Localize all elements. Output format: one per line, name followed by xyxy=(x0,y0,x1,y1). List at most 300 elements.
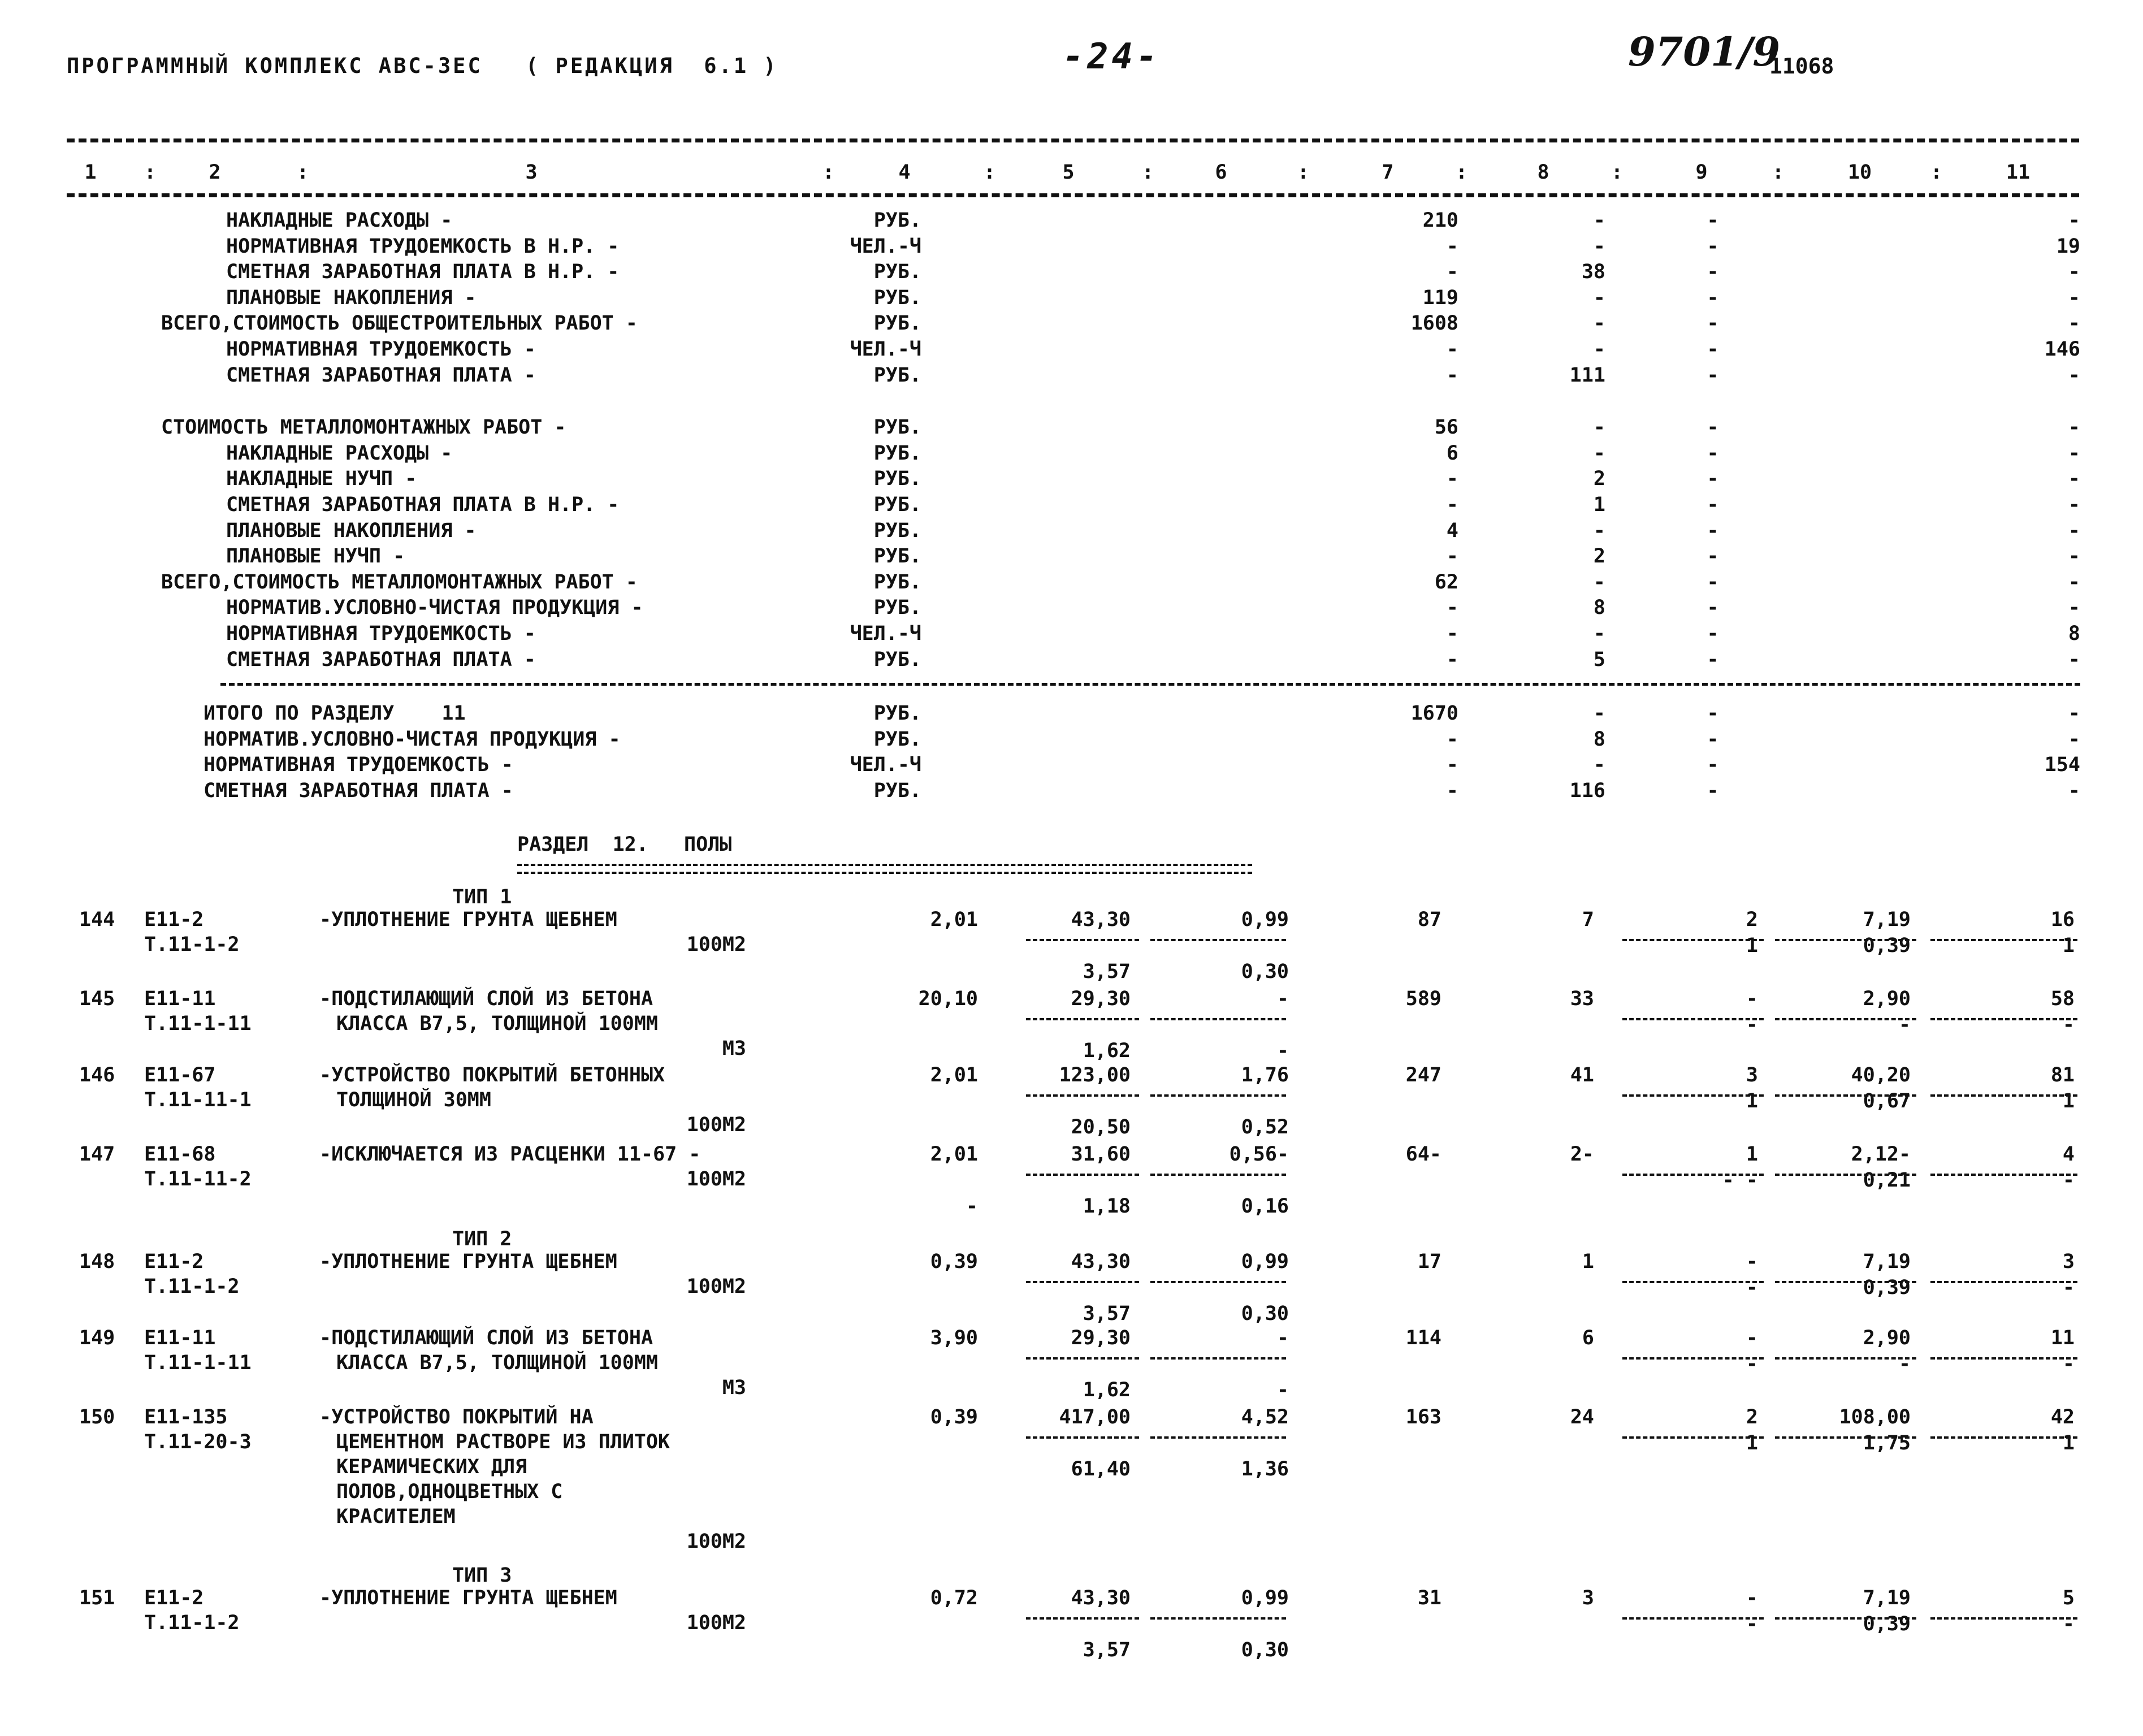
item-col10-b: 0,67 xyxy=(1863,1090,1911,1112)
item-col5-b: 3,57 xyxy=(1083,1302,1131,1325)
item-col6-b: - xyxy=(1276,1379,1289,1401)
section-title: РАЗДЕЛ 12. ПОЛЫ xyxy=(517,833,732,856)
item-col7: 87 xyxy=(1417,908,1441,931)
summary-col8: - xyxy=(1593,286,1605,309)
item-dash-rule xyxy=(1150,1281,1286,1283)
item-description: -УПЛОТНЕНИЕ ГРУНТА ЩЕБНЕМ xyxy=(319,1250,617,1273)
item-col6-b: 0,16 xyxy=(1241,1195,1289,1218)
item-dash-rule xyxy=(1150,1018,1286,1020)
item-number: 149 xyxy=(79,1327,115,1349)
item-col10: 7,19 xyxy=(1863,1587,1911,1609)
summary-separator xyxy=(220,683,2080,686)
summary-col9: - xyxy=(1707,441,1719,465)
summary-label: СМЕТНАЯ ЗАРАБОТНАЯ ПЛАТА - xyxy=(226,363,536,387)
summary-label: ИТОГО ПО РАЗДЕЛУ 11 xyxy=(204,702,466,725)
item-unit: М3 xyxy=(722,1376,746,1399)
item-col7: 589 xyxy=(1405,988,1441,1010)
document-subnumber: 11068 xyxy=(1769,54,1834,79)
item-col5-b: 3,57 xyxy=(1083,1639,1131,1661)
summary-col8: - xyxy=(1593,235,1605,258)
item-col9: 2 xyxy=(1746,908,1758,931)
item-col9-b: - xyxy=(1746,1014,1758,1036)
item-code: Е11-2 xyxy=(144,1250,204,1273)
item-col11: 5 xyxy=(2062,1587,2075,1609)
summary-col7: - xyxy=(1446,338,1458,361)
item-col6-b: 1,36 xyxy=(1241,1458,1289,1480)
item-unit: 100М2 xyxy=(686,1612,746,1634)
item-col11: 3 xyxy=(2062,1250,2075,1273)
column-header-10: 10 xyxy=(1847,161,1872,184)
summary-col9: - xyxy=(1707,338,1719,361)
summary-col8: 38 xyxy=(1581,261,1605,284)
item-dash-rule xyxy=(1026,1436,1139,1439)
summary-col11: - xyxy=(2068,545,2080,568)
summary-unit: РУБ. xyxy=(873,312,921,335)
item-dash-rule xyxy=(1150,1617,1286,1620)
column-separator: : xyxy=(297,161,309,184)
summary-unit: РУБ. xyxy=(873,570,921,594)
summary-col7: 6 xyxy=(1446,441,1458,465)
column-separator: : xyxy=(984,161,996,184)
item-description: ПОЛОВ,ОДНОЦВЕТНЫХ С xyxy=(336,1480,563,1503)
item-col11: 42 xyxy=(2050,1406,2075,1428)
summary-col8: - xyxy=(1593,209,1605,232)
document-number: 9701/9 xyxy=(1628,28,1781,75)
item-code: Е11-11 xyxy=(144,1327,216,1349)
item-col5-b: 20,50 xyxy=(1071,1116,1131,1138)
item-quantity: 2,01 xyxy=(930,1143,978,1166)
summary-label: ПЛАНОВЫЕ НАКОПЛЕНИЯ - xyxy=(226,519,477,542)
summary-unit: РУБ. xyxy=(873,416,921,439)
summary-col9: - xyxy=(1707,209,1719,232)
summary-label: ПЛАНОВЫЕ НАКОПЛЕНИЯ - xyxy=(226,286,477,309)
item-description: КЛАССА В7,5, ТОЛЩИНОЙ 100ММ xyxy=(336,1012,658,1035)
item-col5-b: 1,62 xyxy=(1083,1379,1131,1401)
item-dash-rule xyxy=(1150,1436,1286,1439)
summary-col9: - xyxy=(1707,779,1719,802)
summary-label: НОРМАТИВНАЯ ТРУДОЕМКОСТЬ В Н.Р. - xyxy=(226,235,620,258)
item-col10: 108,00 xyxy=(1839,1406,1911,1428)
column-header-8: 8 xyxy=(1537,161,1549,184)
summary-label: СМЕТНАЯ ЗАРАБОТНАЯ ПЛАТА - xyxy=(226,648,536,671)
item-dash-rule xyxy=(1026,1174,1139,1176)
item-col10: 40,20 xyxy=(1851,1064,1911,1086)
summary-col11: - xyxy=(2068,596,2080,620)
summary-unit: РУБ. xyxy=(873,261,921,284)
item-col11: 81 xyxy=(2050,1064,2075,1086)
summary-col7: 4 xyxy=(1446,519,1458,542)
item-dash-rule xyxy=(1026,1357,1139,1360)
summary-col7: - xyxy=(1446,728,1458,751)
item-col8: 33 xyxy=(1570,988,1594,1010)
item-col11-b: - xyxy=(2062,1169,2075,1192)
summary-col11: - xyxy=(2068,261,2080,284)
summary-col7: 119 xyxy=(1422,286,1458,309)
item-col5: 43,30 xyxy=(1071,908,1131,931)
summary-col11: 154 xyxy=(2044,754,2080,777)
item-dash-rule xyxy=(1150,1094,1286,1097)
item-col9-b: 1 xyxy=(1746,934,1758,957)
item-col11-b: - xyxy=(2062,1276,2075,1299)
item-col9-b: 1 xyxy=(1746,1090,1758,1112)
summary-col7: - xyxy=(1446,493,1458,516)
summary-col9: - xyxy=(1707,728,1719,751)
item-col5: 29,30 xyxy=(1071,988,1131,1010)
item-col7: 247 xyxy=(1405,1064,1441,1086)
item-description: -УСТРОЙСТВО ПОКРЫТИЙ НА xyxy=(319,1406,594,1428)
type-heading: ТИП 1 xyxy=(452,886,512,908)
item-col7: 17 xyxy=(1417,1250,1441,1273)
summary-col7: - xyxy=(1446,261,1458,284)
summary-label: НАКЛАДНЫЕ РАСХОДЫ - xyxy=(226,441,453,465)
column-header-4: 4 xyxy=(898,161,911,184)
item-col9: - xyxy=(1746,1327,1758,1349)
summary-col9: - xyxy=(1707,416,1719,439)
item-reference: Т.11-1-2 xyxy=(144,1275,240,1298)
item-col11: 16 xyxy=(2050,908,2075,931)
summary-col7: - xyxy=(1446,622,1458,645)
summary-col7: - xyxy=(1446,235,1458,258)
summary-col9: - xyxy=(1707,467,1719,491)
item-description: -ПОДСТИЛАЮЩИЙ СЛОЙ ИЗ БЕТОНА xyxy=(319,1327,653,1349)
column-header-7: 7 xyxy=(1382,161,1394,184)
item-col4-b: - xyxy=(966,1195,978,1218)
summary-unit: РУБ. xyxy=(873,467,921,491)
item-col5: 43,30 xyxy=(1071,1587,1131,1609)
item-col8: 6 xyxy=(1582,1327,1594,1349)
item-dash-rule xyxy=(1026,1094,1139,1097)
item-col9: 2 xyxy=(1746,1406,1758,1428)
column-separator: : xyxy=(1142,161,1154,184)
summary-col8: - xyxy=(1593,441,1605,465)
summary-col9: - xyxy=(1707,312,1719,335)
item-col5: 31,60 xyxy=(1071,1143,1131,1166)
column-header-2: 2 xyxy=(209,161,221,184)
summary-col11: - xyxy=(2068,286,2080,309)
item-col11: 4 xyxy=(2062,1143,2075,1166)
item-code: Е11-68 xyxy=(144,1143,216,1166)
column-separator: : xyxy=(1930,161,1943,184)
item-col10-b: 0,39 xyxy=(1863,1276,1911,1299)
item-reference: Т.11-1-2 xyxy=(144,933,240,956)
summary-unit: РУБ. xyxy=(873,648,921,671)
item-quantity: 2,01 xyxy=(930,1064,978,1086)
item-unit: М3 xyxy=(722,1037,746,1060)
item-col5: 417,00 xyxy=(1059,1406,1131,1428)
summary-unit: РУБ. xyxy=(873,728,921,751)
item-col6: 0,99 xyxy=(1241,908,1289,931)
item-col11-b: 1 xyxy=(2062,1432,2075,1454)
summary-label: СТОИМОСТЬ МЕТАЛЛОМОНТАЖНЫХ РАБОТ - xyxy=(161,416,566,439)
column-separator: : xyxy=(1611,161,1624,184)
column-separator: : xyxy=(144,161,157,184)
summary-col8: 116 xyxy=(1569,779,1605,802)
item-number: 151 xyxy=(79,1587,115,1609)
summary-unit: РУБ. xyxy=(873,286,921,309)
column-header-6: 6 xyxy=(1215,161,1227,184)
summary-col8: - xyxy=(1593,519,1605,542)
item-reference: Т.11-1-2 xyxy=(144,1612,240,1634)
item-col9-b: - xyxy=(1746,1353,1758,1375)
summary-col8: 8 xyxy=(1593,596,1605,620)
summary-col8: - xyxy=(1593,312,1605,335)
summary-col9: - xyxy=(1707,702,1719,725)
summary-label: НОРМАТИВ.УСЛОВНО-ЧИСТАЯ ПРОДУКЦИЯ - xyxy=(204,728,621,751)
item-number: 147 xyxy=(79,1143,115,1166)
summary-col9: - xyxy=(1707,493,1719,516)
summary-col9: - xyxy=(1707,286,1719,309)
item-col5-b: 1,18 xyxy=(1083,1195,1131,1218)
summary-label: НОРМАТИВ.УСЛОВНО-ЧИСТАЯ ПРОДУКЦИЯ - xyxy=(226,596,643,620)
item-col6: 0,56- xyxy=(1229,1143,1289,1166)
summary-unit: ЧЕЛ.-Ч xyxy=(850,235,921,258)
summary-col11: - xyxy=(2068,493,2080,516)
item-reference: Т.11-11-2 xyxy=(144,1168,252,1190)
column-header-9: 9 xyxy=(1695,161,1708,184)
column-separator: : xyxy=(1772,161,1785,184)
program-name: ПРОГРАММНЫЙ КОМПЛЕКС АВС-ЗЕС xyxy=(67,54,483,78)
item-col6-b: 0,30 xyxy=(1241,960,1289,983)
summary-col11: - xyxy=(2068,728,2080,751)
item-col6-b: 0,52 xyxy=(1241,1116,1289,1138)
summary-col7: - xyxy=(1446,545,1458,568)
summary-col11: - xyxy=(2068,467,2080,491)
summary-col8: 8 xyxy=(1593,728,1605,751)
summary-col11: - xyxy=(2068,570,2080,594)
summary-col7: 62 xyxy=(1434,570,1458,594)
item-col10-b: - xyxy=(1898,1353,1911,1375)
summary-col11: - xyxy=(2068,648,2080,671)
summary-col8: - xyxy=(1593,338,1605,361)
summary-label: НАКЛАДНЫЕ РАСХОДЫ - xyxy=(226,209,453,232)
summary-col9: - xyxy=(1707,519,1719,542)
summary-unit: РУБ. xyxy=(873,209,921,232)
summary-col11: - xyxy=(2068,519,2080,542)
item-unit: 100М2 xyxy=(686,933,746,956)
item-code: Е11-67 xyxy=(144,1064,216,1086)
item-col9: - xyxy=(1746,1250,1758,1273)
summary-label: СМЕТНАЯ ЗАРАБОТНАЯ ПЛАТА - xyxy=(204,779,513,802)
summary-col7: - xyxy=(1446,363,1458,387)
section-title-underline xyxy=(517,864,1252,874)
summary-unit: РУБ. xyxy=(873,519,921,542)
column-header-11: 11 xyxy=(2006,161,2031,184)
summary-unit: РУБ. xyxy=(873,493,921,516)
item-col11: 11 xyxy=(2050,1327,2075,1349)
summary-unit: РУБ. xyxy=(873,702,921,725)
column-header-5: 5 xyxy=(1062,161,1075,184)
item-col6: - xyxy=(1276,988,1289,1010)
summary-col7: - xyxy=(1446,648,1458,671)
item-dash-rule xyxy=(1150,939,1286,941)
item-col6: 0,99 xyxy=(1241,1587,1289,1609)
summary-label: НОРМАТИВНАЯ ТРУДОЕМКОСТЬ - xyxy=(204,754,513,777)
summary-col11: - xyxy=(2068,441,2080,465)
summary-col8: 111 xyxy=(1569,363,1605,387)
item-number: 150 xyxy=(79,1406,115,1428)
item-col9-b: - xyxy=(1746,1613,1758,1635)
item-quantity: 0,72 xyxy=(930,1587,978,1609)
summary-col8: - xyxy=(1593,754,1605,777)
item-number: 146 xyxy=(79,1064,115,1086)
item-description: ТОЛЩИНОЙ 30ММ xyxy=(336,1089,491,1111)
item-description: -УПЛОТНЕНИЕ ГРУНТА ЩЕБНЕМ xyxy=(319,1587,617,1609)
summary-col9: - xyxy=(1707,622,1719,645)
item-col8: 1 xyxy=(1582,1250,1594,1273)
summary-unit: ЧЕЛ.-Ч xyxy=(850,754,921,777)
item-col7: 163 xyxy=(1405,1406,1441,1428)
item-col5: 29,30 xyxy=(1071,1327,1131,1349)
item-col8: 2- xyxy=(1570,1143,1594,1166)
summary-label: НОРМАТИВНАЯ ТРУДОЕМКОСТЬ - xyxy=(226,338,536,361)
summary-unit: РУБ. xyxy=(873,441,921,465)
item-col5: 123,00 xyxy=(1059,1064,1131,1086)
item-description: -ПОДСТИЛАЮЩИЙ СЛОЙ ИЗ БЕТОНА xyxy=(319,988,653,1010)
summary-col8: - xyxy=(1593,570,1605,594)
summary-unit: ЧЕЛ.-Ч xyxy=(850,622,921,645)
summary-col7: 1608 xyxy=(1410,312,1458,335)
item-col6-b: 0,30 xyxy=(1241,1639,1289,1661)
item-col9: 1 xyxy=(1746,1143,1758,1166)
item-description: -УПЛОТНЕНИЕ ГРУНТА ЩЕБНЕМ xyxy=(319,908,617,931)
column-separator: : xyxy=(1297,161,1310,184)
item-col6: 1,76 xyxy=(1241,1064,1289,1086)
summary-col11: 19 xyxy=(2056,235,2080,258)
item-code: Е11-2 xyxy=(144,1587,204,1609)
item-col10-b: 0,39 xyxy=(1863,934,1911,957)
item-col7: 31 xyxy=(1417,1587,1441,1609)
item-quantity: 20,10 xyxy=(918,988,978,1010)
item-col10-b: - xyxy=(1898,1014,1911,1036)
summary-unit: РУБ. xyxy=(873,779,921,802)
item-number: 148 xyxy=(79,1250,115,1273)
item-col11-b: - xyxy=(2062,1014,2075,1036)
summary-label: НАКЛАДНЫЕ НУЧП - xyxy=(226,467,417,491)
summary-col7: - xyxy=(1446,467,1458,491)
summary-col9: - xyxy=(1707,648,1719,671)
item-col9-b: - - xyxy=(1722,1169,1758,1192)
summary-col7: 1670 xyxy=(1410,702,1458,725)
item-col6: 4,52 xyxy=(1241,1406,1289,1428)
summary-label: СМЕТНАЯ ЗАРАБОТНАЯ ПЛАТА В Н.Р. - xyxy=(226,261,620,284)
page-number: -24- xyxy=(1063,36,1161,77)
item-col11: 58 xyxy=(2050,988,2075,1010)
item-col5-b: 1,62 xyxy=(1083,1040,1131,1062)
summary-col8: 2 xyxy=(1593,545,1605,568)
item-col10: 7,19 xyxy=(1863,908,1911,931)
column-separator: : xyxy=(1456,161,1468,184)
item-dash-rule xyxy=(1150,1357,1286,1360)
summary-col8: - xyxy=(1593,622,1605,645)
item-description: -УСТРОЙСТВО ПОКРЫТИЙ БЕТОННЫХ xyxy=(319,1064,665,1086)
summary-col9: - xyxy=(1707,754,1719,777)
summary-unit: РУБ. xyxy=(873,596,921,620)
item-code: Е11-11 xyxy=(144,988,216,1010)
column-header-rule xyxy=(67,193,2079,197)
item-col5: 43,30 xyxy=(1071,1250,1131,1273)
summary-col9: - xyxy=(1707,261,1719,284)
item-quantity: 0,39 xyxy=(930,1250,978,1273)
summary-col8: 5 xyxy=(1593,648,1605,671)
item-dash-rule xyxy=(1026,1018,1139,1020)
item-col9-b: - xyxy=(1746,1276,1758,1299)
item-col7: 114 xyxy=(1405,1327,1441,1349)
type-heading: ТИП 2 xyxy=(452,1228,512,1250)
column-separator: : xyxy=(822,161,835,184)
summary-label: ВСЕГО,СТОИМОСТЬ ОБЩЕСТРОИТЕЛЬНЫХ РАБОТ - xyxy=(161,312,638,335)
item-col10: 7,19 xyxy=(1863,1250,1911,1273)
item-col5-b: 61,40 xyxy=(1071,1458,1131,1480)
item-reference: Т.11-20-3 xyxy=(144,1431,252,1453)
summary-col7: - xyxy=(1446,754,1458,777)
summary-col9: - xyxy=(1707,363,1719,387)
item-col11-b: 1 xyxy=(2062,934,2075,957)
item-unit: 100М2 xyxy=(686,1168,746,1190)
summary-col7: - xyxy=(1446,596,1458,620)
item-description: КЛАССА В7,5, ТОЛЩИНОЙ 100ММ xyxy=(336,1352,658,1374)
item-col11-b: 1 xyxy=(2062,1090,2075,1112)
item-unit: 100М2 xyxy=(686,1530,746,1553)
item-col10: 2,12- xyxy=(1851,1143,1911,1166)
summary-col11: - xyxy=(2068,363,2080,387)
item-quantity: 0,39 xyxy=(930,1406,978,1428)
item-unit: 100М2 xyxy=(686,1275,746,1298)
item-col9-b: 1 xyxy=(1746,1432,1758,1454)
summary-col8: - xyxy=(1593,416,1605,439)
summary-col9: - xyxy=(1707,596,1719,620)
item-col8: 3 xyxy=(1582,1587,1594,1609)
summary-col8: 2 xyxy=(1593,467,1605,491)
item-reference: Т.11-1-11 xyxy=(144,1012,252,1035)
summary-col9: - xyxy=(1707,570,1719,594)
summary-unit: РУБ. xyxy=(873,363,921,387)
item-col9: 3 xyxy=(1746,1064,1758,1086)
summary-col7: - xyxy=(1446,779,1458,802)
summary-col8: - xyxy=(1593,702,1605,725)
item-col8: 7 xyxy=(1582,908,1594,931)
summary-unit: РУБ. xyxy=(873,545,921,568)
item-dash-rule xyxy=(1026,1617,1139,1620)
column-header-1: 1 xyxy=(84,161,97,184)
item-reference: Т.11-11-1 xyxy=(144,1089,252,1111)
item-col8: 41 xyxy=(1570,1064,1594,1086)
item-dash-rule xyxy=(1026,1281,1139,1283)
summary-col11: 8 xyxy=(2068,622,2080,645)
summary-col11: - xyxy=(2068,416,2080,439)
item-col11-b: - xyxy=(2062,1613,2075,1635)
item-col6: 0,99 xyxy=(1241,1250,1289,1273)
item-col6-b: 0,30 xyxy=(1241,1302,1289,1325)
item-col10-b: 0,39 xyxy=(1863,1613,1911,1635)
column-header-3: 3 xyxy=(525,161,538,184)
summary-col11: 146 xyxy=(2044,338,2080,361)
item-number: 144 xyxy=(79,908,115,931)
summary-col8: 1 xyxy=(1593,493,1605,516)
item-col9: - xyxy=(1746,1587,1758,1609)
summary-col11: - xyxy=(2068,779,2080,802)
table-top-rule xyxy=(67,138,2079,142)
item-col10-b: 0,21 xyxy=(1863,1169,1911,1192)
item-dash-rule xyxy=(1150,1174,1286,1176)
item-description: ЦЕМЕНТНОМ РАСТВОРЕ ИЗ ПЛИТОК xyxy=(336,1431,670,1453)
item-number: 145 xyxy=(79,988,115,1010)
item-col7: 64- xyxy=(1405,1143,1441,1166)
summary-col11: - xyxy=(2068,209,2080,232)
item-description: КЕРАМИЧЕСКИХ ДЛЯ xyxy=(336,1456,527,1478)
summary-label: НОРМАТИВНАЯ ТРУДОЕМКОСТЬ - xyxy=(226,622,536,645)
item-col6: - xyxy=(1276,1327,1289,1349)
item-description: -ИСКЛЮЧАЕТСЯ ИЗ РАСЦЕНКИ 11-67 - xyxy=(319,1143,701,1166)
